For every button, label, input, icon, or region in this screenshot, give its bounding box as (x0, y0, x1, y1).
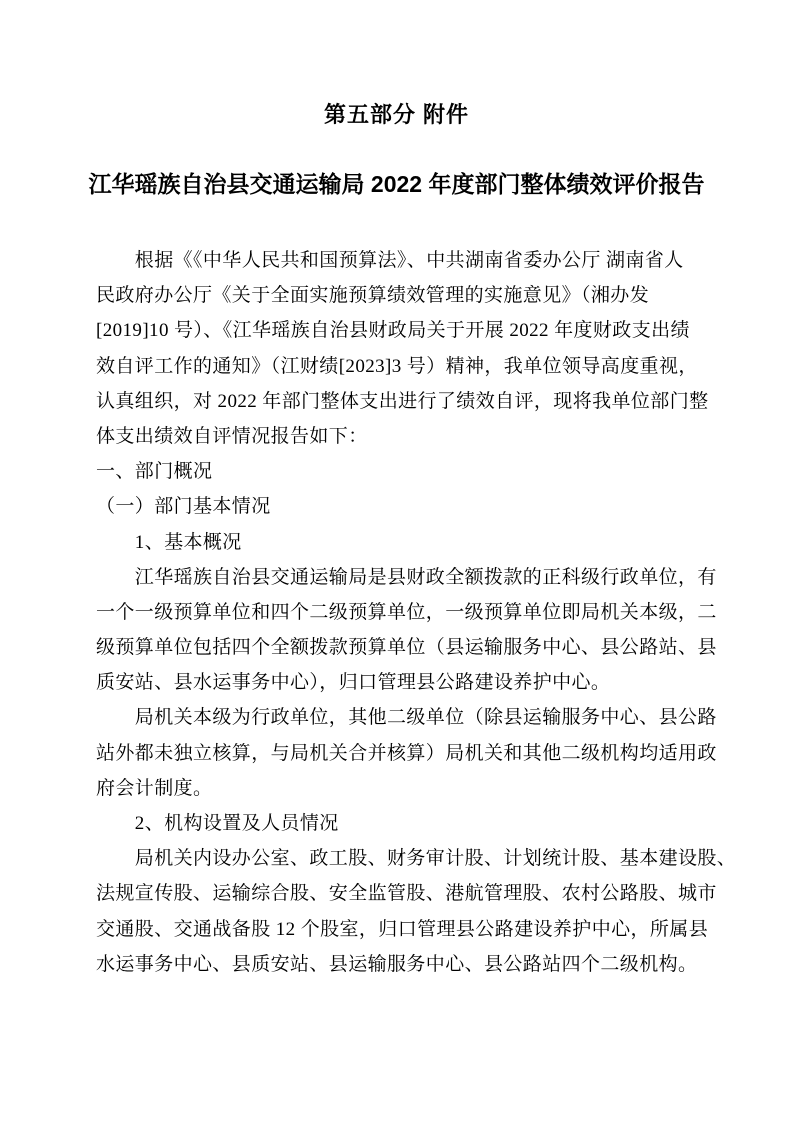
heading-line: （一）部门基本情况 (96, 496, 271, 518)
heading-line: 1、基本概况 (96, 531, 242, 553)
text-line: 站外都未独立核算，与局机关合并核算）局机关和其他二级机构均适用政 (96, 742, 717, 764)
document-body (96, 243, 737, 982)
heading-line: 一、部门概况 (96, 461, 213, 483)
report-title: 江华瑶族自治县交通运输局 2022 年度部门整体绩效评价报告 (88, 171, 705, 197)
text-line: 江华瑶族自治县交通运输局是县财政全额拨款的正科级行政单位，有 (96, 566, 717, 588)
text-line: 根据《《中华人民共和国预算法》、中共湖南省委办公厅 湖南省人 (96, 250, 684, 271)
text-line: 局机关本级为行政单位，其他二级单位（除县运输服务中心、县公路 (96, 707, 717, 729)
text-line: 质安站、县水运事务中心），归口管理县公路建设养护中心。 (96, 672, 611, 694)
text-line: 局机关内设办公室、政工股、财务审计股、计划统计股、基本建设股、 (96, 848, 737, 870)
text-line: 民政府办公厅《关于全面实施预算绩效管理的实施意见》（湘办发 (96, 285, 650, 307)
text-line: 认真组织，对 2022 年部门整体支出进行了绩效自评，现将我单位部门整 (96, 390, 709, 412)
text-line: 水运事务中心、县质安站、县运输服务中心、县公路站四个二级机构。 (96, 953, 698, 975)
heading-line: 2、机构设置及人员情况 (96, 813, 339, 834)
text-line: 效自评工作的通知》（江财绩[2023]3 号）精神，我单位领导高度重视， (96, 355, 698, 377)
text-line: 法规宣传股、运输综合股、安全监管股、港航管理股、农村公路股、城市 (96, 883, 717, 905)
section-title: 第五部分 附件 (323, 102, 470, 127)
text-line: [2019]10 号）、《江华瑶族自治县财政局关于开展 2022 年度财政支出绩 (96, 320, 690, 342)
text-line: 一个一级预算单位和四个二级预算单位，一级预算单位即局机关本级，二 (96, 601, 717, 623)
text-line: 交通股、交通战备股 12 个股室，归口管理县公路建设养护中心，所属县 (96, 918, 709, 940)
text-line: 府会计制度。 (96, 777, 213, 799)
text-line: 级预算单位包括四个全额拨款预算单位（县运输服务中心、县公路站、县 (96, 637, 717, 659)
text-line: 体支出绩效自评情况报告如下： (96, 425, 368, 447)
